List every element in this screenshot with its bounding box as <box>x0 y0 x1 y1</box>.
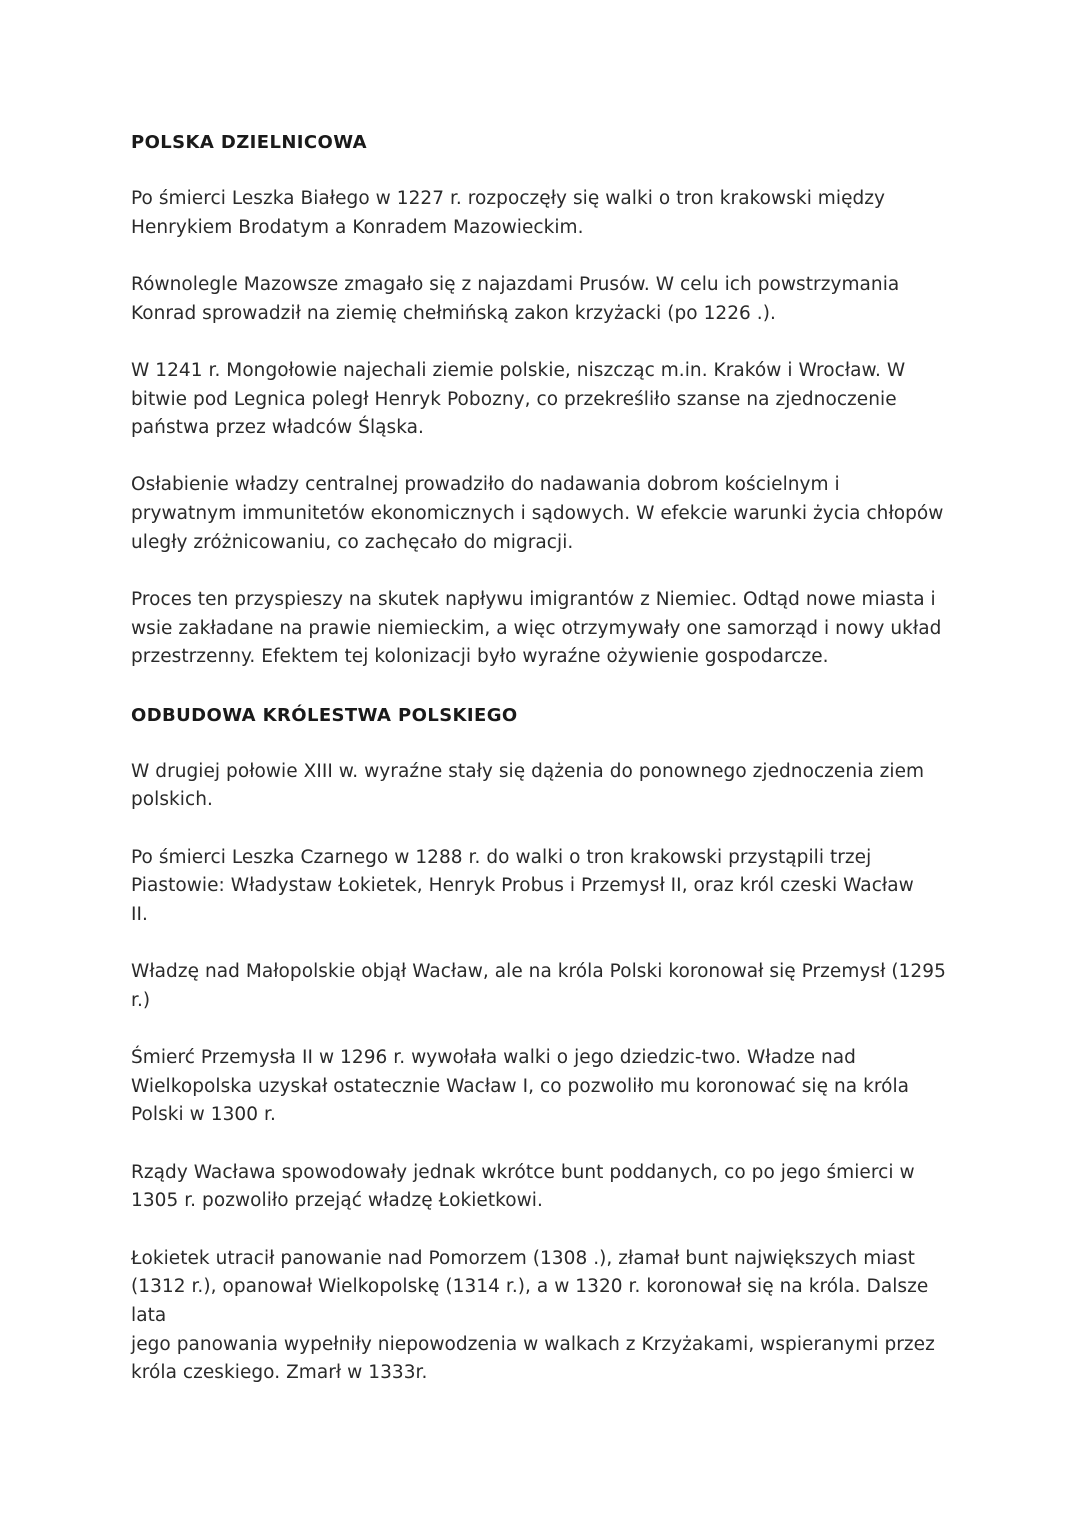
paragraph: W 1241 r. Mongołowie najechali ziemie polskie, niszcząc m.in. Kraków i Wrocław. W bitwie pod Legnica poległ Henryk Pobozny, co przekreśliło szanse na zjednoczenie państwa przez władców Śląska. <box>131 359 906 439</box>
paragraph: Po śmierci Leszka Czarnego w 1288 r. do walki o tron krakowski przystąpili trzej Piastowie: Władystaw Łokietek, Henryk Probus i Przemysł II, oraz król czeski Wacław II. <box>131 846 914 925</box>
document-page <box>131 128 961 1417</box>
paragraph: Łokietek utracił panowanie nad Pomorzem (1308 .), złamał bunt największych miast (1312 r.), opanował Wielkopolskę (1314 r.), a w 1320 r. koronował się na króla. Dalsze lata jego panowania wypełniły niepowodzenia w walkach z Krzyżakami, wspieranymi przez króla czeskiego. Zmarł w 1333r. <box>131 1247 935 1384</box>
paragraph: Śmierć Przemysła II w 1296 r. wywołała walki o jego dziedzic-two. Władze nad Wielkopolska uzyskał ostatecznie Wacław I, co pozwoliło mu koronować się na króla Polski w 1300 r. <box>131 1047 910 1126</box>
paragraph: Proces ten przyspieszy na skutek napływu imigrantów z Niemiec. Odtąd nowe miasta i wsie zakładane na prawie niemieckim, a więc otrzymywały one samorząd i nowy układ przestrzenny. Efektem tej kolonizacji było wyraźne ożywienie gospodarcze. <box>131 589 942 668</box>
paragraph: Władzę nad Małopolskie objął Wacław, ale na króla Polski koronował się Przemysł (1295 r.) <box>131 961 946 1011</box>
paragraph: Osłabienie władzy centralnej prowadziło do nadawania dobrom kościelnym i prywatnym immunitetów ekonomicznych i sądowych. W efekcie warunki życia chłopów uległy zróżnicowaniu, co zachęcało do migracji. <box>131 474 944 553</box>
paragraph: W drugiej połowie XIII w. wyraźne stały się dążenia do ponownego zjednoczenia ziem polskich. <box>131 760 925 811</box>
section-heading: POLSKA DZIELNICOWA <box>131 132 367 153</box>
section-polska-dzielnicowa <box>131 128 961 672</box>
paragraph: Równolegle Mazowsze zmagało się z najazdami Prusów. W celu ich powstrzymania Konrad sprowadził na ziemię chełmińską zakon krzyżacki (po 1226 .). <box>131 273 900 324</box>
section-odbudowa-krolestwa <box>131 701 961 1388</box>
paragraph: Rządy Wacława spowodowały jednak wkrótce bunt poddanych, co po jego śmierci w 1305 r. pozwoliło przejąć władzę Łokietkowi. <box>131 1161 915 1212</box>
paragraph: Po śmierci Leszka Białego w 1227 r. rozpoczęły się walki o tron krakowski między Henrykiem Brodatym a Konradem Mazowieckim. <box>131 188 886 238</box>
section-heading: ODBUDOWA KRÓLESTWA POLSKIEGO <box>131 704 518 726</box>
